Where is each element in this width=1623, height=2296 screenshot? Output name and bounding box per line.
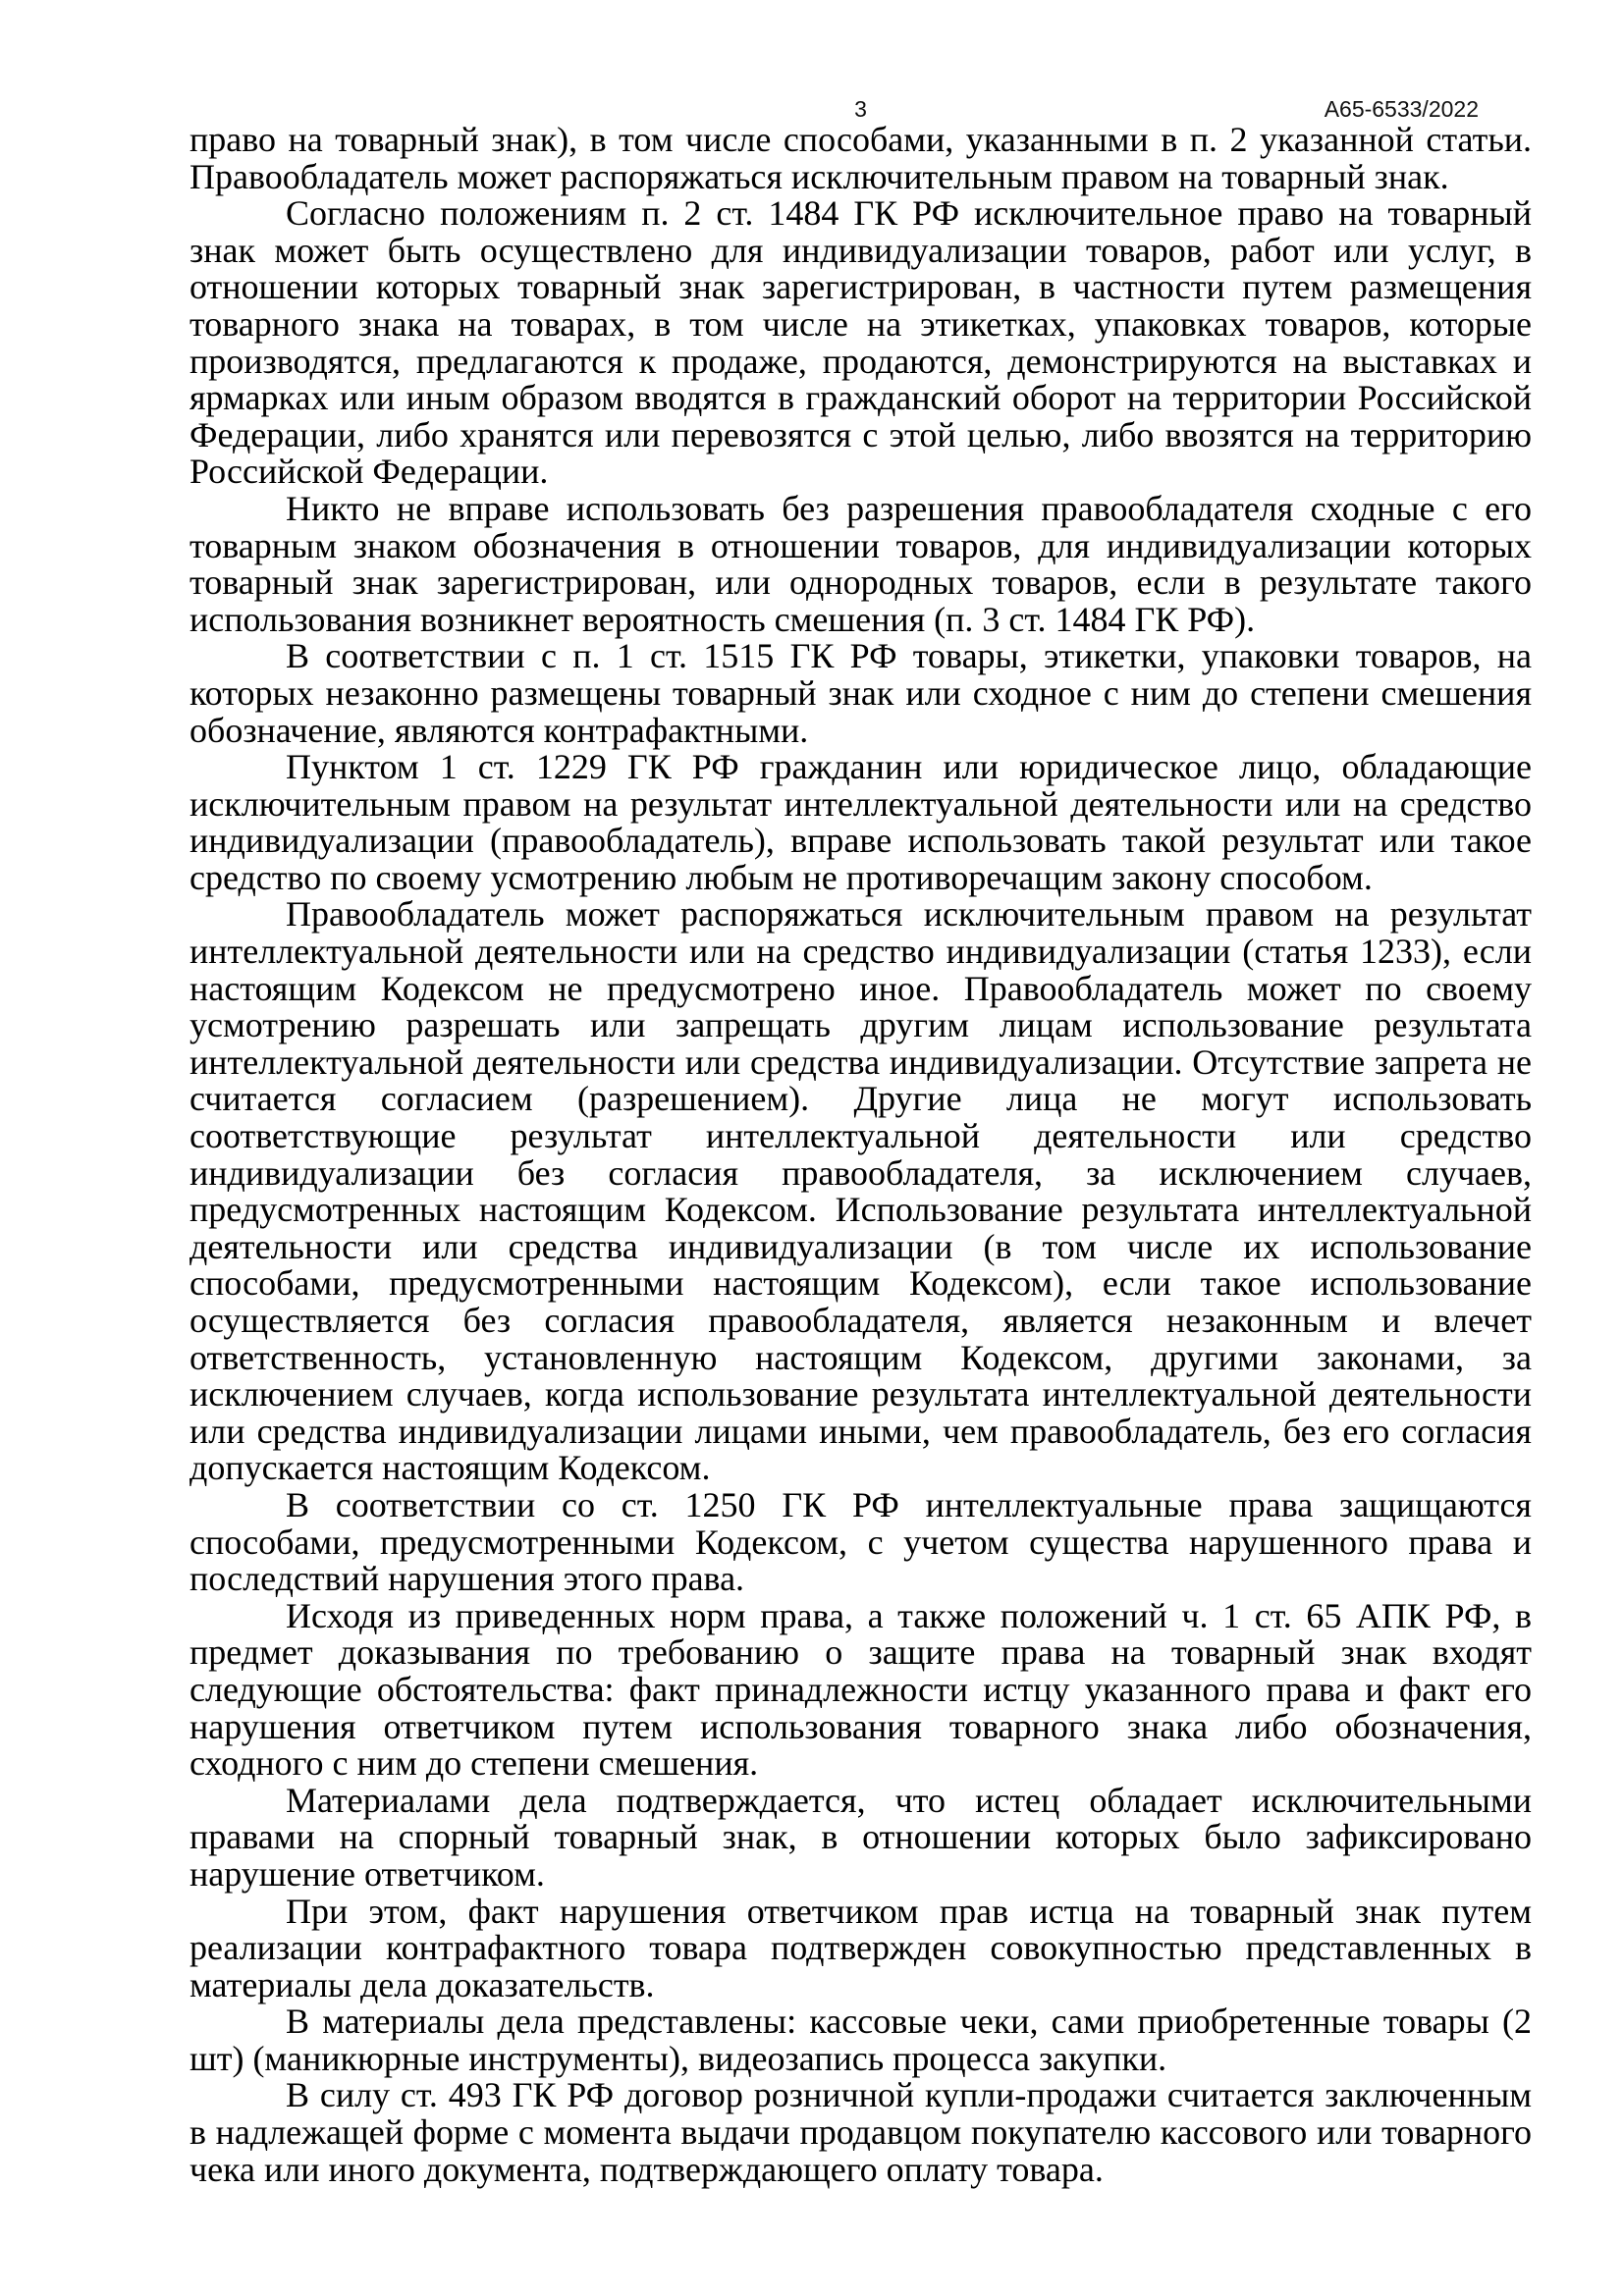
paragraph-continuation: право на товарный знак), в том числе способами, указанными в п. 2 указанной статьи. Правообладатель может распоряжаться исключительным правом на товарный знак. [189,120,1532,196]
page-header [189,95,1532,123]
case-number: А65-6533/2022 [1324,96,1479,122]
document-body [189,122,1532,2188]
paragraph: В материалы дела представлены: кассовые чеки, сами приобретенные товары (2 шт) (маникюрные инструменты), видеозапись процесса закупки. [189,2002,1532,2078]
paragraph: Материалами дела подтверждается, что истец обладает исключительными правами на спорный товарный знак, в отношении которых было зафиксировано нарушение ответчиком. [189,1780,1532,1894]
paragraph: При этом, факт нарушения ответчиком прав истца на товарный знак путем реализации контрафактного товара подтвержден совокупностью представленных в материалы дела доказательств. [189,1891,1532,2004]
paragraph: В соответствии со ст. 1250 ГК РФ интеллектуальные права защищаются способами, предусмотренными Кодексом, с учетом существа нарушенного права и последствий нарушения этого права. [189,1484,1532,1599]
paragraph: Исходя из приведенных норм права, а также положений ч. 1 ст. 65 АПК РФ, в предмет доказывания по требованию о защите права на товарный знак входят следующие обстоятельства: факт принадлежности истцу указанного права и факт его нарушения ответчиком путем использования товарного знака либо обозначения, сходного с ним до степени смешения. [189,1595,1532,1784]
paragraph: Правообладатель может распоряжаться исключительным правом на результат интеллектуальной деятельности или на средство индивидуализации (статья 1233), если настоящим Кодексом не предусмотрено иное. Правообладатель может по своему усмотрению разрешать или запрещать другим лицам использование результата интеллектуальной деятельности или средства индивидуализации. Отсутствие запрета не считается согласием (разрешением). Другие лица не могут использовать соответствующие результат интеллектуальной деятельности или средство индивидуализации без согласия правообладателя, за исключением случаев, предусмотренных настоящим Кодексом. Использование результата интеллектуальной деятельности или средства индивидуализации (в том числе их использование способами, предусмотренными настоящим Кодексом), если такое использование осуществляется без согласия правообладателя, является незаконным и влечет ответственность, установленную настоящим Кодексом, другими законами, за исключением случаев, когда использование результата интеллектуальной деятельности или средства индивидуализации лицами иными, чем правообладатель, без его согласия допускается настоящим Кодексом. [189,894,1532,1488]
page-number: 3 [854,96,867,122]
paragraph: Пунктом 1 ст. 1229 ГК РФ гражданин или юридическое лицо, обладающие исключительным правом на результат интеллектуальной деятельности или на средство индивидуализации (правообладатель), вправе использовать такой результат или такое средство по своему усмотрению любым не противоречащим закону способом. [189,747,1532,897]
paragraph: Согласно положениям п. 2 ст. 1484 ГК РФ исключительное право на товарный знак может быть осуществлено для индивидуализации товаров, работ или услуг, в отношении которых товарный знак зарегистрирован, в частности путем размещения товарного знака на товарах, в том числе на этикетках, упаковках товаров, которые производятся, предлагаются к продаже, продаются, демонстрируются на выставках и ярмарках или иным образом вводятся в гражданский оборот на территории Российской Федерации, либо хранятся или перевозятся с этой целью, либо ввозятся на территорию Российской Федерации. [189,193,1532,492]
paragraph: В соответствии с п. 1 ст. 1515 ГК РФ товары, этикетки, упаковки товаров, на которых незаконно размещены товарный знак или сходное с ним до степени смешения обозначение, являются контрафактными. [189,636,1532,750]
paragraph: В силу ст. 493 ГК РФ договор розничной купли-продажи считается заключенным в надлежащей форме с момента выдачи продавцом покупателю кассового или товарного чека или иного документа, подтверждающего оплату товара. [189,2075,1532,2189]
paragraph: Никто не вправе использовать без разрешения правообладателя сходные с его товарным знаком обозначения в отношении товаров, для индивидуализации которых товарный знак зарегистрирован, или однородных товаров, если в результате такого использования возникнет вероятность смешения (п. 3 ст. 1484 ГК РФ). [189,488,1532,639]
